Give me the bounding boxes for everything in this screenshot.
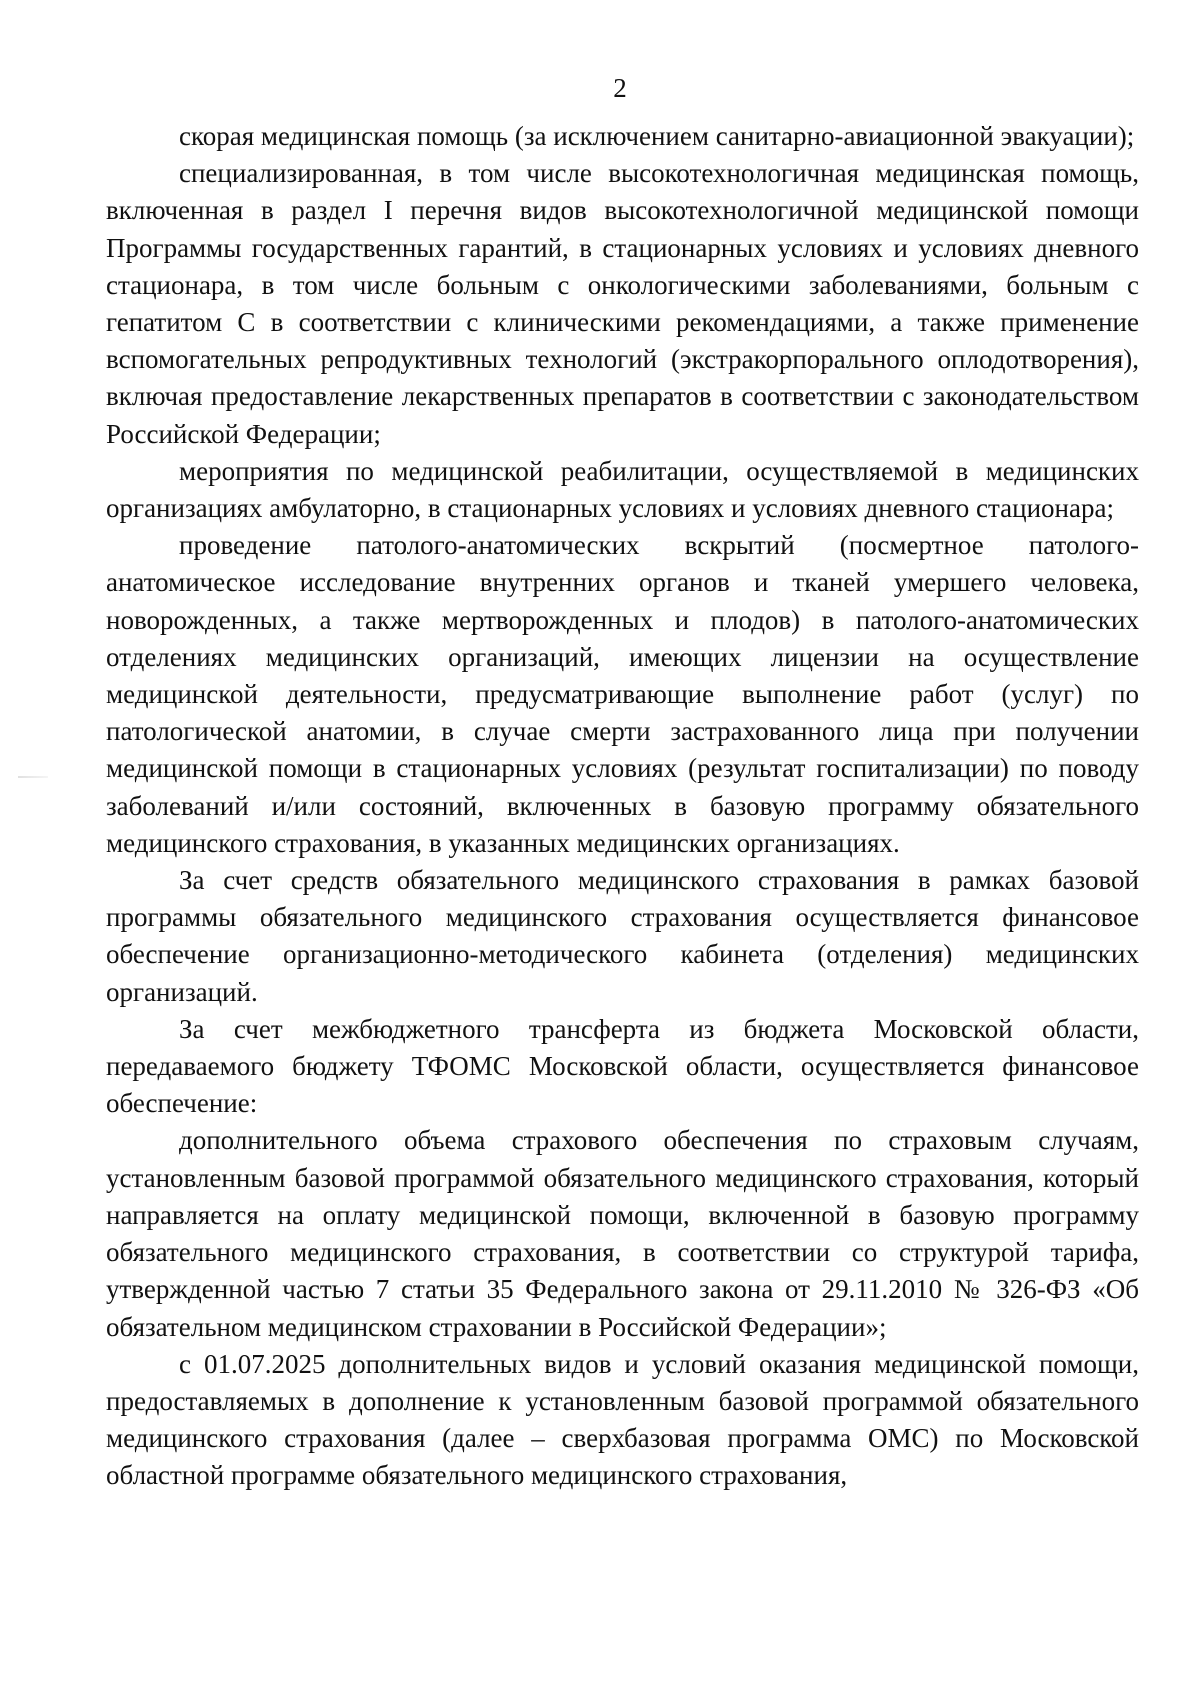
paragraph-methodical-office-funding: За счет средств обязательного медицинского страхования в рамках базовой программы обязательного медицинского страхования осуществляется финансовое обеспечение организационно-методического кабинета (отделения) медицинских организаций.	[106, 865, 1139, 1007]
paragraph-interbudget-transfer: За счет межбюджетного трансферта из бюджета Московской области, передаваемого бюджету ТФОМС Московской области, осуществляется финансовое обеспечение:	[106, 1013, 1139, 1119]
scan-artifact	[18, 776, 48, 778]
paragraph-autopsies: проведение патолого-анатомических вскрытий (посмертное патолого-анатомическое исследование внутренних органов и тканей умершего человека, новорожденных, а также мертворожденных и плодов) в патолого-анатомических отделениях медицинских организаций, имеющих лицензии на осуществление медицинской деятельности, предусматривающие выполнение работ (услуг) по патологической анатомии, в случае смерти застрахованного лица при получении медицинской помощи в стационарных условиях (результат госпитализации) по поводу заболеваний и/или состояний, включенных в базовую программу обязательного медицинского страхования, в указанных медицинских организациях.	[106, 530, 1139, 858]
paragraph-ambulance-care: скорая медицинская помощь (за исключением санитарно-авиационной эвакуации);	[179, 121, 1135, 151]
paragraph-specialized-care: специализированная, в том числе высокотехнологичная медицинская помощь, включенная в раздел I перечня видов высокотехнологичной медицинской помощи Программы государственных гарантий, в стационарных условиях и условиях дневного стационара, в том числе больным с онкологическими заболеваниями, больным с гепатитом C в соответствии с клиническими рекомендациями, а также применение вспомогательных репродуктивных технологий (экстракорпорального оплодотворения), включая предоставление лекарственных препаратов в соответствии с законодательством Российской Федерации;	[106, 158, 1139, 449]
paragraph-additional-insurance-volume: дополнительного объема страхового обеспечения по страховым случаям, установленным базовой программой обязательного медицинского страхования, который направляется на оплату медицинской помощи, включенной в базовую программу обязательного медицинского страхования, в соответствии со структурой тарифа, утвержденной частью 7 статьи 35 Федерального закона от 29.11.2010 № 326-ФЗ «Об обязательном медицинском страховании в Российской Федерации»;	[106, 1125, 1139, 1342]
paragraph-extra-base-program: с 01.07.2025 дополнительных видов и условий оказания медицинской помощи, предоставляемых в дополнение к установленным базовой программой обязательного медицинского страхования (далее – сверхбазовая программа ОМС) по Московской областной программе обязательного медицинского страхования,	[106, 1348, 1139, 1491]
document-body	[106, 118, 1139, 1495]
page-number: 2	[613, 73, 627, 103]
paragraph-medical-rehabilitation: мероприятия по медицинской реабилитации, осуществляемой в медицинских организациях амбулаторно, в стационарных условиях и условиях дневного стационара;	[106, 455, 1139, 524]
